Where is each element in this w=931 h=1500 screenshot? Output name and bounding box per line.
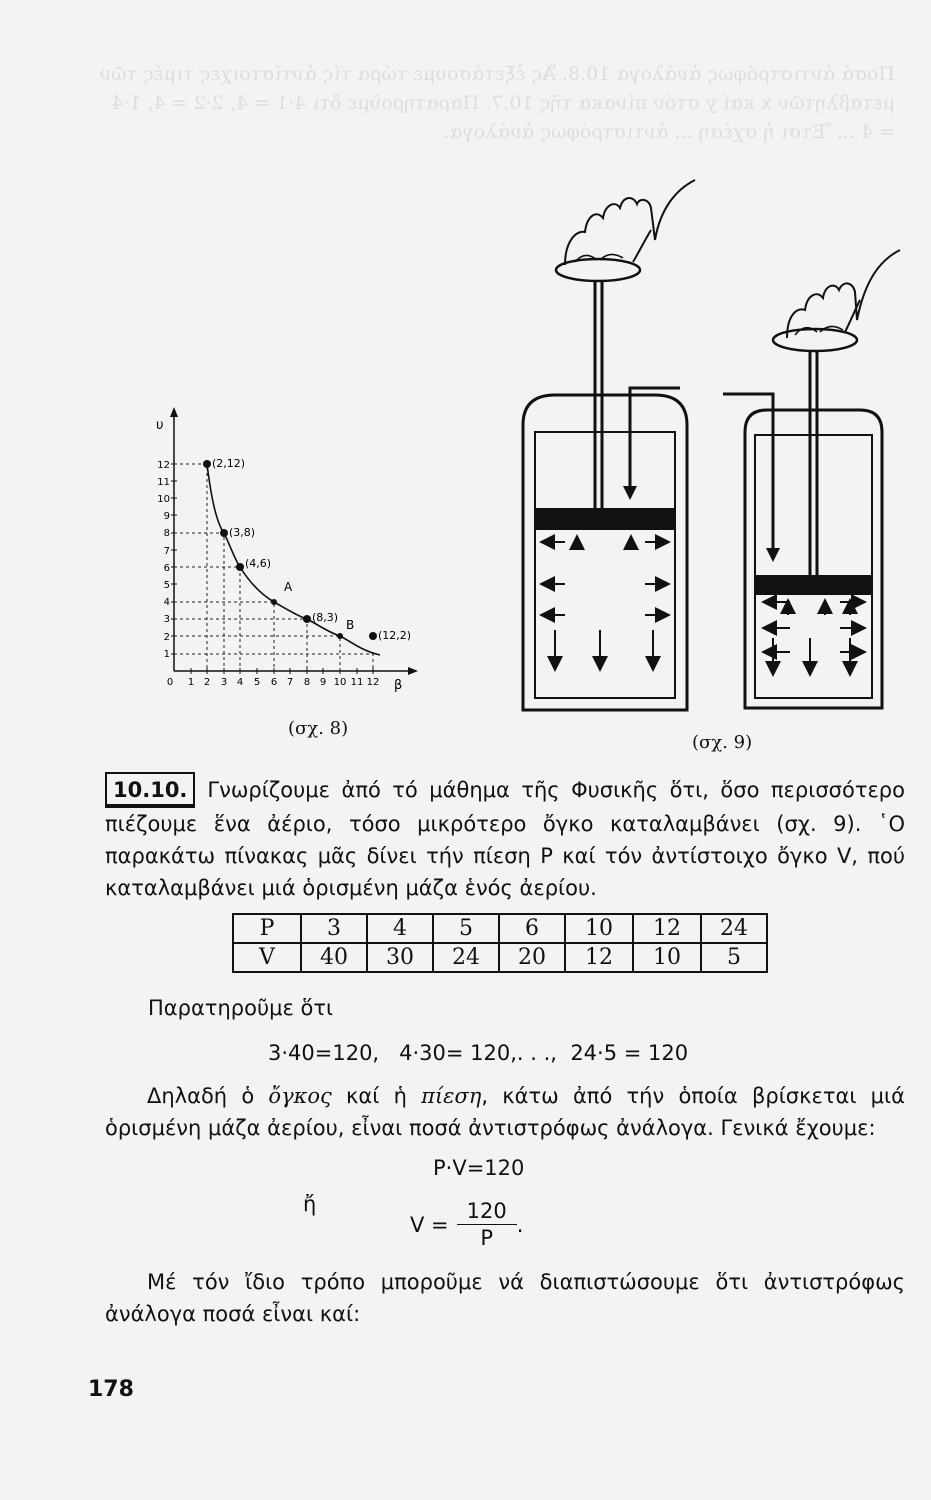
- right-pressure-arrows: [763, 600, 865, 675]
- x-tick: 1: [187, 677, 195, 688]
- point-8-3: [303, 615, 311, 623]
- section-intro: Γνωρίζουμε ἀπό τό μάθημα τῆς Φυσικῆς ὅτι, ὅσο περισσότερο πιέζουμε ἕνα ἀέριο, τόσο μικρότερο ὄγκο καταλαμβάνει (σχ. 9). ῾Ο παρακάτω πίνακας μᾶς δίνει τήν πίεση P καί τόν ἀντίστοιχο ὄγκο V, πού καταλαμβάνει μιά ὁρισμένη μάζα ἑνός ἀερίου.: [105, 778, 905, 900]
- y-tick: 9: [163, 511, 170, 522]
- x-tick: 9: [319, 677, 327, 688]
- table-cell: 12: [633, 914, 701, 943]
- table-cell: 10: [633, 943, 701, 972]
- point-labels: [212, 457, 411, 642]
- y-tick-labels: [157, 460, 170, 660]
- word-and: καί ἡ: [331, 1084, 422, 1108]
- y-axis-arrow: [170, 407, 178, 417]
- point-label: (2,12): [212, 457, 246, 470]
- section-10-10-paragraph: [105, 772, 905, 904]
- observe-text: Παρατηροῦμε ὅτι: [148, 996, 334, 1020]
- curve-label: A: [284, 580, 293, 594]
- point-3-8: [220, 529, 228, 537]
- x-tick: 7: [286, 677, 294, 688]
- x-tick: 0: [166, 677, 174, 688]
- y-tick: 5: [163, 580, 170, 591]
- table-cell: 5: [701, 943, 767, 972]
- word-pressure: πίεση: [421, 1084, 482, 1108]
- x-axis-arrow: [408, 667, 418, 675]
- or-word: ἤ: [303, 1192, 317, 1216]
- point-B: [337, 633, 343, 639]
- conclusion-start: Δηλαδή ὁ: [147, 1084, 269, 1108]
- fraction-numerator: 120: [457, 1198, 517, 1225]
- y-tick: 11: [157, 477, 170, 488]
- y-tick: 8: [163, 528, 170, 539]
- table-row-volume: [233, 943, 767, 972]
- y-tick: 7: [163, 546, 170, 557]
- table-row-pressure: [233, 914, 767, 943]
- right-press-disc: [773, 329, 857, 351]
- x-tick: 6: [270, 677, 278, 688]
- x-tick: 12: [366, 677, 380, 688]
- figure-9-cylinders: [505, 170, 915, 715]
- x-tick: 3: [220, 677, 228, 688]
- y-tick: 1: [163, 649, 170, 660]
- table-cell: 4: [367, 914, 433, 943]
- pressure-volume-table: [232, 913, 768, 973]
- left-press-disc: [556, 259, 640, 281]
- x-tick-labels: [167, 677, 380, 688]
- table-cell: 10: [565, 914, 633, 943]
- word-volume: ὄγκος: [268, 1084, 332, 1108]
- left-piston: [535, 508, 675, 530]
- guide-lines: [174, 464, 373, 671]
- y-axis-label: υ: [156, 418, 164, 433]
- right-cylinder: [745, 410, 882, 708]
- table-cell: 24: [701, 914, 767, 943]
- figure-8-caption: (σχ. 8): [288, 718, 349, 739]
- x-tick: 2: [203, 677, 211, 688]
- formula-v-lhs: V =: [410, 1212, 449, 1237]
- table-cell: 40: [301, 943, 367, 972]
- x-tick: 11: [350, 677, 364, 688]
- right-piston: [755, 575, 872, 595]
- right-hand: [787, 250, 900, 338]
- fraction-denominator: P: [480, 1226, 494, 1250]
- figure-9-caption: (σχ. 9): [692, 732, 753, 753]
- fraction: [457, 1198, 517, 1251]
- point-A: [271, 599, 277, 605]
- formula-pv: P·V=120: [433, 1156, 525, 1180]
- formula-v-fraction: [410, 1198, 523, 1251]
- point-label: (8,3): [312, 611, 339, 624]
- y-tick: 6: [163, 563, 170, 574]
- point-4-6: [236, 563, 244, 571]
- bleed-through-text: Ποσά ἀντιστρόφως ἀνάλογα 10.8. Ἄς ἐξετάσουμε τώρα τίς ἀντίστοιχες τιμές τῶν μεταβλητῶν x καί y στόν πίνακα τῆς 10.7. Παρατηροῦμε ὅτι 4·1 = 4, 2·2 = 4, 1·4 = 4 ... Ἔτσι ἡ σχέση ... ἀντιστρόφως ἀνάλογα.: [99, 63, 895, 143]
- x-tick: 4: [236, 677, 244, 688]
- x-tick: 5: [253, 677, 261, 688]
- left-cylinder: [523, 395, 687, 710]
- x-tick: 8: [303, 677, 311, 688]
- table-header-v: V: [233, 943, 301, 972]
- table-cell: 3: [301, 914, 367, 943]
- table-cell: 30: [367, 943, 433, 972]
- y-tick: 2: [163, 632, 170, 643]
- point-label: (12,2): [378, 629, 412, 642]
- x-tick: 10: [333, 677, 347, 688]
- table-cell: 6: [499, 914, 565, 943]
- table-cell: 12: [565, 943, 633, 972]
- x-axis-label: β: [394, 678, 403, 693]
- formula-end: .: [516, 1212, 524, 1237]
- page-number: 178: [88, 1377, 134, 1402]
- figure-8-graph: [150, 405, 420, 695]
- left-tube: [630, 388, 680, 488]
- final-paragraph: Μέ τόν ἴδιο τρόπο μποροῦμε νά διαπιστώσουμε ὅτι ἀντιστρόφως ἀνάλογα ποσά εἶναι καί:: [105, 1270, 905, 1326]
- point-label: (4,6): [245, 557, 272, 570]
- conclusion-end: , κάτω ἀπό τήν ὁποία βρίσκεται μιά ὁρισμένη μάζα ἀερίου, εἶναι ποσά ἀντιστρόφως ἀνάλογα. Γενικά ἔχουμε:: [105, 1084, 905, 1140]
- y-tick: 12: [157, 460, 170, 471]
- y-tick: 3: [163, 614, 170, 625]
- conclusion-paragraph: [105, 1080, 905, 1144]
- table-header-p: P: [233, 914, 301, 943]
- point-12-2: [369, 632, 377, 640]
- table-cell: 5: [433, 914, 499, 943]
- products-line: 3·40=120, 4·30= 120,. . ., 24·5 = 120: [268, 1041, 689, 1065]
- left-hand: [565, 180, 695, 265]
- y-tick: 10: [157, 494, 170, 505]
- curve-label: B: [346, 618, 355, 632]
- point-2-12: [203, 460, 211, 468]
- point-label: (3,8): [229, 526, 256, 539]
- section-number: 10.10.: [105, 772, 195, 808]
- data-points: [203, 460, 377, 640]
- table-cell: 20: [499, 943, 565, 972]
- table-cell: 24: [433, 943, 499, 972]
- y-tick: 4: [163, 597, 170, 608]
- left-pressure-arrows: [541, 536, 669, 670]
